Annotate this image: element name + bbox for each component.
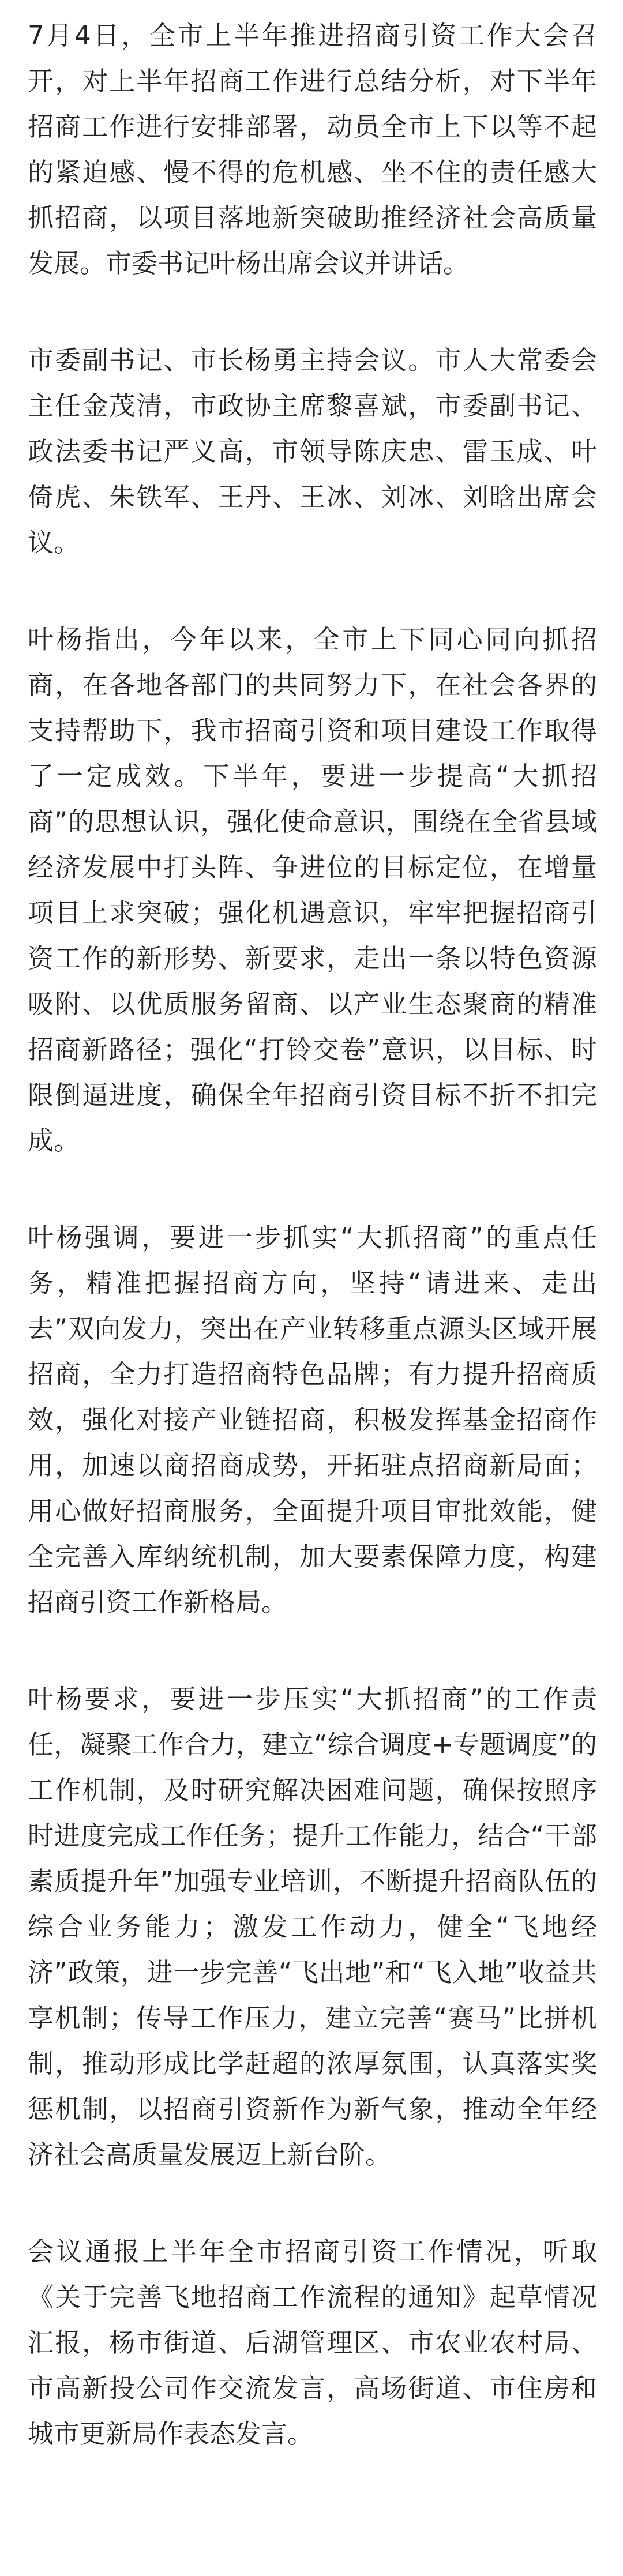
paragraph-requirements: 叶杨要求，要进一步压实“大抓招商”的工作责任，凝聚工作合力，建立“综合调度+专题调度”的工作机制，及时研究解决困难问题，确保按照序时进度完成工作任务；提升工作能力，结合“干部素质提升年”加强专业培训，不断提升招商队伍的综合业务能力；激发工作动力，健全“飞地经济”政策，进一步完善“飞出地”和“飞入地”收益共享机制；传导工作压力，建立完善“赛马”比拼机制，推动形成比学赶超的浓厚氛围，认真落实奖惩机制，以招商引资新作为新气象，推动全年经济社会高质量发展迈上新台阶。 bbox=[28, 1684, 597, 2170]
paragraph-attendees: 市委副书记、市长杨勇主持会议。市人大常委会主任金茂清，市政协主席黎喜斌，市委副书记、政法委书记严义高，市领导陈庆忠、雷玉成、叶倚虎、朱铁军、王丹、王冰、刘冰、刘晗出席会议。 bbox=[28, 345, 597, 558]
paragraph-key-tasks: 叶杨强调，要进一步抓实“大抓招商”的重点任务，精准把握招商方向，坚持“请进来、走出去”双向发力，突出在产业转移重点源头区域开展招商，全力打造招商特色品牌；有力提升招商质效，强化对接产业链招商，积极发挥基金招商作用，加速以商招商成势，开拓驻点招商新局面；用心做好招商服务，全面提升项目审批效能，健全完善入库纳统机制，加大要素保障力度，构建招商引资工作新格局。 bbox=[28, 1222, 597, 1617]
paragraph-meeting-intro: 7月4日，全市上半年推进招商引资工作大会召开，对上半年招商工作进行总结分析，对下半年招商工作进行安排部署，动员全市上下以等不起的紧迫感、慢不得的危机感、坐不住的责任感大抓招商，以项目落地新突破助推经济社会高质量发展。市委书记叶杨出席会议并讲话。 bbox=[28, 20, 597, 279]
paragraph-speech-points: 叶杨指出，今年以来，全市上下同心同向抓招商，在各地各部门的共同努力下，在社会各界的支持帮助下，我市招商引资和项目建设工作取得了一定成效。下半年，要进一步提高“大抓招商”的思想认识，强化使命意识，围绕在全省县域经济发展中打头阵、争进位的目标定位，在增量项目上求突破；强化机遇意识，牢牢把握招商引资工作的新形势、新要求，走出一条以特色资源吸附、以优质服务留商、以产业生态聚商的精准招商新路径；强化“打铃交卷”意识，以目标、时限倒逼进度，确保全年招商引资目标不折不扣完成。 bbox=[28, 624, 597, 1156]
paragraph-meeting-report: 会议通报上半年全市招商引资工作情况，听取《关于完善飞地招商工作流程的通知》起草情况汇报，杨市街道、后湖管理区、市农业农村局、市高新投公司作交流发言，高场街道、市住房和城市更新局作表态发言。 bbox=[28, 2236, 597, 2449]
